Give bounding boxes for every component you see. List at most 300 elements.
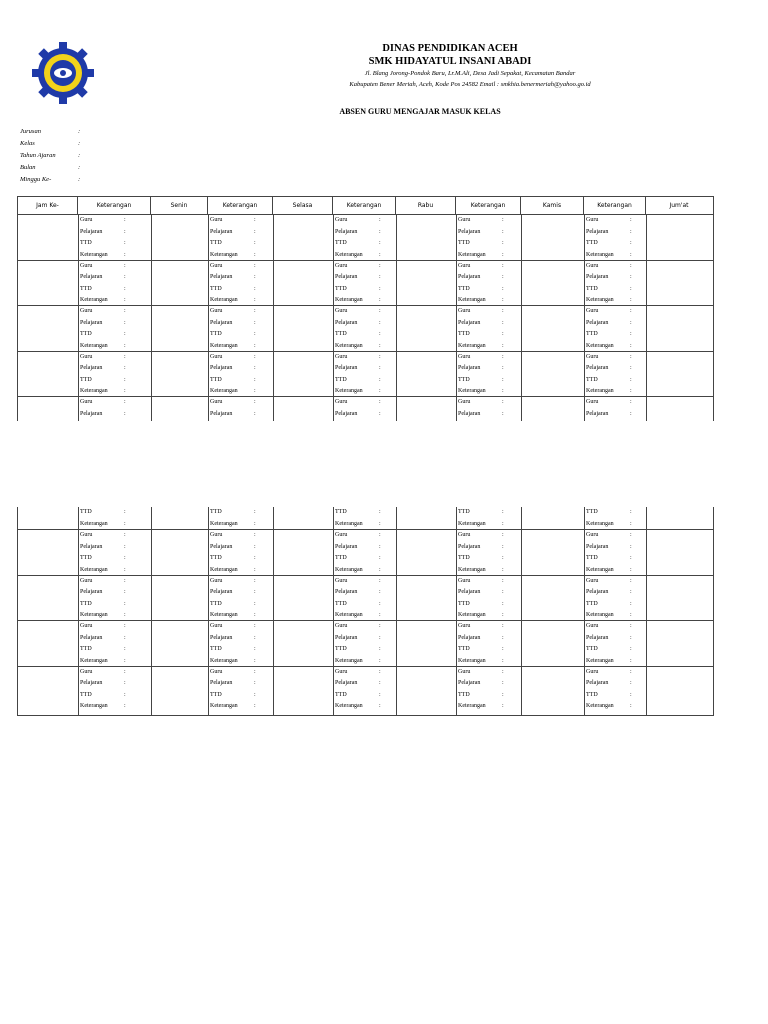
entry-label-ttd: TTD	[458, 555, 470, 561]
entry-colon: :	[630, 342, 632, 349]
entry-label-ttd: TTD	[210, 376, 222, 383]
entry-colon: :	[254, 634, 256, 641]
column-header: Keterangan	[333, 197, 396, 214]
entry-label-guru: Guru	[458, 623, 471, 629]
entry-label-pelajaran: Pelajaran	[335, 589, 358, 595]
entry-label-guru: Guru	[210, 577, 223, 584]
entry-colon: :	[124, 566, 126, 573]
entry-label-ttd: TTD	[80, 509, 92, 515]
entry-colon: :	[630, 577, 632, 584]
entry-colon: :	[379, 668, 381, 675]
entry-label-keterangan: Keterangan	[586, 520, 614, 527]
entry-colon: :	[254, 353, 256, 360]
entry-colon: :	[124, 240, 126, 246]
meta-label: Kelas	[20, 140, 35, 147]
entry-colon: :	[502, 634, 504, 641]
entry-label-keterangan: Keterangan	[458, 612, 486, 618]
entry-label-keterangan: Keterangan	[335, 520, 363, 527]
entry-colon: :	[502, 274, 504, 280]
entry-colon: :	[630, 331, 632, 337]
entry-label-ttd: TTD	[210, 285, 222, 292]
entry-label-keterangan: Keterangan	[210, 657, 238, 664]
entry-label-keterangan: Keterangan	[335, 297, 363, 303]
entry-label-ttd: TTD	[586, 331, 598, 337]
entry-label-guru: Guru	[586, 668, 599, 675]
entry-label-keterangan: Keterangan	[210, 703, 238, 709]
entry-colon: :	[379, 399, 381, 405]
entry-label-pelajaran: Pelajaran	[335, 365, 358, 371]
entry-label-pelajaran: Pelajaran	[458, 543, 481, 550]
entry-colon: :	[630, 410, 632, 417]
entry-colon: :	[630, 217, 632, 223]
entry-label-ttd: TTD	[210, 691, 222, 698]
entry-colon: :	[124, 623, 126, 629]
entry-label-guru: Guru	[335, 262, 348, 269]
entry-colon: :	[630, 657, 632, 664]
entry-label-guru: Guru	[80, 217, 93, 223]
entry-label-pelajaran: Pelajaran	[458, 634, 481, 641]
entry-label-ttd: TTD	[458, 376, 470, 383]
entry-colon: :	[254, 228, 256, 235]
entry-colon: :	[124, 532, 126, 538]
entry-label-keterangan: Keterangan	[80, 657, 108, 664]
entry-label-keterangan: Keterangan	[458, 388, 486, 394]
entry-colon: :	[630, 589, 632, 595]
row-divider	[18, 575, 713, 576]
entry-colon: :	[630, 612, 632, 618]
entry-colon: :	[502, 251, 504, 258]
entry-colon: :	[502, 240, 504, 246]
entry-label-pelajaran: Pelajaran	[80, 274, 103, 280]
entry-colon: :	[124, 365, 126, 371]
entry-label-guru: Guru	[335, 217, 348, 223]
column-header: Rabu	[396, 197, 456, 214]
entry-colon: :	[254, 274, 256, 280]
entry-colon: :	[379, 217, 381, 223]
entry-label-keterangan: Keterangan	[210, 342, 238, 349]
meta-colon: :	[78, 128, 81, 135]
entry-label-keterangan: Keterangan	[458, 520, 486, 527]
entry-colon: :	[254, 657, 256, 664]
entry-colon: :	[502, 520, 504, 527]
entry-colon: :	[379, 600, 381, 607]
meta-colon: :	[78, 152, 81, 159]
entry-colon: :	[502, 388, 504, 394]
entry-label-guru: Guru	[210, 308, 223, 314]
entry-label-keterangan: Keterangan	[335, 657, 363, 664]
entry-colon: :	[630, 634, 632, 641]
entry-label-ttd: TTD	[80, 376, 92, 383]
entry-label-ttd: TTD	[80, 691, 92, 698]
entry-colon: :	[254, 297, 256, 303]
entry-colon: :	[254, 376, 256, 383]
entry-colon: :	[630, 399, 632, 405]
column-divider	[208, 507, 209, 715]
entry-colon: :	[124, 410, 126, 417]
column-divider	[521, 214, 522, 421]
entry-colon: :	[630, 691, 632, 698]
entry-colon: :	[379, 566, 381, 573]
entry-label-guru: Guru	[335, 308, 348, 314]
row-divider	[18, 351, 713, 352]
entry-label-guru: Guru	[80, 668, 93, 675]
entry-label-pelajaran: Pelajaran	[586, 589, 609, 595]
entry-label-guru: Guru	[586, 623, 599, 629]
entry-colon: :	[379, 410, 381, 417]
entry-label-keterangan: Keterangan	[80, 520, 108, 527]
entry-label-ttd: TTD	[335, 646, 347, 652]
entry-colon: :	[124, 308, 126, 314]
column-header: Senin	[151, 197, 208, 214]
entry-label-keterangan: Keterangan	[210, 566, 238, 573]
column-divider	[396, 507, 397, 715]
entry-colon: :	[502, 612, 504, 618]
meta-colon: :	[78, 176, 81, 183]
entry-label-keterangan: Keterangan	[210, 520, 238, 527]
entry-label-keterangan: Keterangan	[458, 566, 486, 573]
entry-label-ttd: TTD	[335, 240, 347, 246]
column-divider	[584, 214, 585, 421]
entry-label-pelajaran: Pelajaran	[586, 634, 609, 641]
entry-label-guru: Guru	[586, 262, 599, 269]
entry-colon: :	[502, 646, 504, 652]
entry-colon: :	[630, 240, 632, 246]
entry-colon: :	[630, 600, 632, 607]
entry-label-keterangan: Keterangan	[210, 251, 238, 258]
entry-colon: :	[254, 703, 256, 709]
entry-label-ttd: TTD	[335, 331, 347, 337]
entry-label-ttd: TTD	[586, 691, 598, 698]
entry-label-ttd: TTD	[458, 240, 470, 246]
entry-colon: :	[379, 308, 381, 314]
entry-colon: :	[124, 589, 126, 595]
entry-colon: :	[254, 217, 256, 223]
entry-colon: :	[254, 240, 256, 246]
entry-colon: :	[124, 543, 126, 550]
entry-label-guru: Guru	[210, 399, 223, 405]
entry-colon: :	[379, 240, 381, 246]
entry-colon: :	[502, 228, 504, 235]
entry-label-guru: Guru	[586, 353, 599, 360]
entry-colon: :	[379, 691, 381, 698]
entry-label-guru: Guru	[80, 532, 93, 538]
entry-colon: :	[630, 285, 632, 292]
entry-label-pelajaran: Pelajaran	[210, 274, 233, 280]
entry-colon: :	[379, 285, 381, 292]
entry-colon: :	[502, 399, 504, 405]
entry-colon: :	[502, 589, 504, 595]
entry-colon: :	[630, 668, 632, 675]
entry-colon: :	[254, 319, 256, 326]
entry-colon: :	[630, 623, 632, 629]
entry-label-ttd: TTD	[210, 240, 222, 246]
entry-colon: :	[124, 634, 126, 641]
entry-label-ttd: TTD	[586, 555, 598, 561]
row-divider	[18, 620, 713, 621]
entry-label-keterangan: Keterangan	[586, 703, 614, 709]
column-header: Keterangan	[584, 197, 646, 214]
entry-label-pelajaran: Pelajaran	[458, 589, 481, 595]
column-divider	[333, 214, 334, 421]
entry-colon: :	[124, 577, 126, 584]
entry-label-keterangan: Keterangan	[586, 388, 614, 394]
entry-label-guru: Guru	[210, 623, 223, 629]
entry-colon: :	[630, 365, 632, 371]
column-divider	[456, 214, 457, 421]
entry-label-ttd: TTD	[458, 509, 470, 515]
entry-colon: :	[254, 520, 256, 527]
entry-colon: :	[630, 532, 632, 538]
entry-colon: :	[124, 353, 126, 360]
entry-colon: :	[502, 566, 504, 573]
entry-colon: :	[124, 646, 126, 652]
entry-label-pelajaran: Pelajaran	[80, 634, 103, 641]
column-divider	[456, 507, 457, 715]
entry-label-guru: Guru	[210, 353, 223, 360]
entry-colon: :	[124, 342, 126, 349]
school-address-contact: Kabupaten Bener Meriah, Aceh, Kode Pos 24582 Email : smkhia.benermeriah@yahoo.go.id	[349, 81, 591, 88]
entry-colon: :	[254, 388, 256, 394]
entry-colon: :	[254, 646, 256, 652]
entry-colon: :	[254, 600, 256, 607]
row-divider	[18, 666, 713, 667]
entry-label-guru: Guru	[458, 308, 471, 314]
meta-label: Jurusan	[20, 128, 41, 135]
entry-label-pelajaran: Pelajaran	[586, 410, 609, 417]
entry-label-pelajaran: Pelajaran	[80, 680, 103, 686]
entry-label-keterangan: Keterangan	[80, 342, 108, 349]
column-header: Selasa	[273, 197, 333, 214]
entry-colon: :	[502, 668, 504, 675]
entry-colon: :	[254, 532, 256, 538]
entry-label-pelajaran: Pelajaran	[80, 410, 103, 417]
entry-colon: :	[630, 297, 632, 303]
entry-label-keterangan: Keterangan	[586, 342, 614, 349]
entry-colon: :	[502, 365, 504, 371]
column-header: Keterangan	[78, 197, 151, 214]
column-divider	[646, 507, 647, 715]
entry-colon: :	[630, 646, 632, 652]
entry-colon: :	[379, 589, 381, 595]
entry-label-pelajaran: Pelajaran	[80, 589, 103, 595]
column-header: Keterangan	[456, 197, 521, 214]
entry-label-guru: Guru	[335, 577, 348, 584]
entry-label-guru: Guru	[458, 353, 471, 360]
entry-colon: :	[379, 703, 381, 709]
attendance-table-page-top	[17, 196, 714, 421]
entry-label-ttd: TTD	[586, 240, 598, 246]
entry-colon: :	[124, 520, 126, 527]
entry-colon: :	[502, 509, 504, 515]
entry-label-pelajaran: Pelajaran	[335, 410, 358, 417]
entry-label-pelajaran: Pelajaran	[586, 365, 609, 371]
entry-colon: :	[254, 365, 256, 371]
entry-colon: :	[630, 319, 632, 326]
entry-colon: :	[630, 274, 632, 280]
entry-label-guru: Guru	[80, 353, 93, 360]
entry-colon: :	[630, 251, 632, 258]
entry-label-guru: Guru	[210, 262, 223, 269]
entry-colon: :	[630, 555, 632, 561]
entry-colon: :	[630, 262, 632, 269]
column-divider	[208, 214, 209, 421]
entry-colon: :	[379, 262, 381, 269]
entry-colon: :	[124, 331, 126, 337]
entry-label-guru: Guru	[458, 532, 471, 538]
entry-colon: :	[502, 555, 504, 561]
entry-colon: :	[630, 228, 632, 235]
agency-name: DINAS PENDIDIKAN ACEH	[382, 43, 518, 54]
entry-label-pelajaran: Pelajaran	[458, 274, 481, 280]
entry-label-keterangan: Keterangan	[80, 251, 108, 258]
entry-label-ttd: TTD	[210, 509, 222, 515]
entry-colon: :	[630, 388, 632, 394]
entry-colon: :	[379, 520, 381, 527]
entry-label-ttd: TTD	[335, 691, 347, 698]
entry-label-pelajaran: Pelajaran	[80, 319, 103, 326]
entry-colon: :	[254, 399, 256, 405]
entry-label-guru: Guru	[210, 532, 223, 538]
entry-colon: :	[502, 680, 504, 686]
row-divider	[18, 529, 713, 530]
column-divider	[646, 214, 647, 421]
entry-label-guru: Guru	[458, 262, 471, 269]
entry-label-guru: Guru	[80, 399, 93, 405]
entry-label-ttd: TTD	[335, 285, 347, 292]
entry-label-ttd: TTD	[458, 285, 470, 292]
entry-label-keterangan: Keterangan	[335, 251, 363, 258]
meta-label: Tahun Ajaran	[20, 152, 56, 159]
entry-label-ttd: TTD	[586, 509, 598, 515]
entry-colon: :	[124, 217, 126, 223]
entry-label-keterangan: Keterangan	[458, 657, 486, 664]
entry-label-ttd: TTD	[335, 555, 347, 561]
entry-colon: :	[502, 285, 504, 292]
entry-colon: :	[254, 342, 256, 349]
school-logo-icon	[32, 42, 94, 104]
entry-colon: :	[124, 509, 126, 515]
meta-colon: :	[78, 140, 81, 147]
entry-colon: :	[502, 262, 504, 269]
meta-label: Bulan	[20, 164, 36, 171]
entry-label-guru: Guru	[586, 399, 599, 405]
entry-colon: :	[630, 376, 632, 383]
entry-label-ttd: TTD	[210, 646, 222, 652]
entry-colon: :	[124, 297, 126, 303]
entry-label-keterangan: Keterangan	[335, 566, 363, 573]
meta-label: Minggu Ke-	[20, 176, 52, 183]
entry-label-guru: Guru	[458, 668, 471, 675]
row-divider	[18, 260, 713, 261]
row-divider	[18, 396, 713, 397]
entry-label-pelajaran: Pelajaran	[458, 365, 481, 371]
entry-colon: :	[379, 657, 381, 664]
entry-colon: :	[254, 555, 256, 561]
entry-label-keterangan: Keterangan	[80, 566, 108, 573]
entry-colon: :	[379, 543, 381, 550]
entry-label-ttd: TTD	[210, 600, 222, 607]
entry-label-pelajaran: Pelajaran	[210, 228, 233, 235]
entry-label-ttd: TTD	[458, 600, 470, 607]
entry-label-ttd: TTD	[80, 646, 92, 652]
entry-label-keterangan: Keterangan	[80, 388, 108, 394]
entry-label-keterangan: Keterangan	[458, 703, 486, 709]
entry-label-keterangan: Keterangan	[335, 388, 363, 394]
entry-label-ttd: TTD	[80, 555, 92, 561]
entry-colon: :	[124, 274, 126, 280]
entry-colon: :	[254, 612, 256, 618]
entry-label-pelajaran: Pelajaran	[210, 319, 233, 326]
entry-colon: :	[124, 376, 126, 383]
entry-colon: :	[254, 691, 256, 698]
column-divider	[78, 214, 79, 421]
entry-label-ttd: TTD	[335, 509, 347, 515]
entry-colon: :	[379, 577, 381, 584]
entry-label-guru: Guru	[335, 623, 348, 629]
entry-label-pelajaran: Pelajaran	[335, 228, 358, 235]
entry-colon: :	[124, 555, 126, 561]
column-divider	[273, 507, 274, 715]
entry-label-pelajaran: Pelajaran	[586, 680, 609, 686]
entry-colon: :	[124, 680, 126, 686]
entry-label-ttd: TTD	[335, 600, 347, 607]
school-address: Jl. Blang Jorong-Pondok Baru, Lr.M.Ali, Desa Jadi Sepakat, Kecamatan Bandar	[364, 70, 576, 77]
entry-colon: :	[124, 388, 126, 394]
entry-label-ttd: TTD	[210, 555, 222, 561]
entry-label-guru: Guru	[458, 577, 471, 584]
entry-label-guru: Guru	[458, 217, 471, 223]
entry-colon: :	[379, 388, 381, 394]
entry-label-keterangan: Keterangan	[458, 251, 486, 258]
entry-colon: :	[124, 703, 126, 709]
entry-label-ttd: TTD	[458, 331, 470, 337]
column-header: Kamis	[521, 197, 584, 214]
entry-label-keterangan: Keterangan	[210, 297, 238, 303]
entry-colon: :	[124, 228, 126, 235]
entry-colon: :	[379, 297, 381, 303]
entry-label-ttd: TTD	[586, 285, 598, 292]
entry-colon: :	[630, 520, 632, 527]
entry-colon: :	[630, 543, 632, 550]
entry-colon: :	[379, 555, 381, 561]
document-title: ABSEN GURU MENGAJAR MASUK KELAS	[339, 107, 501, 116]
entry-colon: :	[630, 353, 632, 360]
entry-label-pelajaran: Pelajaran	[210, 680, 233, 686]
entry-label-guru: Guru	[335, 532, 348, 538]
entry-label-guru: Guru	[80, 262, 93, 269]
entry-label-guru: Guru	[80, 577, 93, 584]
entry-colon: :	[502, 657, 504, 664]
entry-label-keterangan: Keterangan	[80, 612, 108, 618]
entry-colon: :	[124, 600, 126, 607]
entry-colon: :	[630, 566, 632, 573]
entry-label-pelajaran: Pelajaran	[586, 319, 609, 326]
attendance-table-page-bottom	[17, 507, 714, 716]
entry-colon: :	[254, 668, 256, 675]
entry-colon: :	[124, 612, 126, 618]
school-name: SMK HIDAYATUL INSANI ABADI	[368, 56, 532, 67]
entry-label-keterangan: Keterangan	[586, 251, 614, 258]
entry-colon: :	[124, 251, 126, 258]
entry-colon: :	[502, 217, 504, 223]
entry-label-pelajaran: Pelajaran	[335, 319, 358, 326]
entry-colon: :	[502, 331, 504, 337]
entry-label-keterangan: Keterangan	[80, 297, 108, 303]
entry-colon: :	[254, 543, 256, 550]
column-divider	[521, 507, 522, 715]
entry-colon: :	[630, 703, 632, 709]
entry-label-keterangan: Keterangan	[210, 388, 238, 394]
